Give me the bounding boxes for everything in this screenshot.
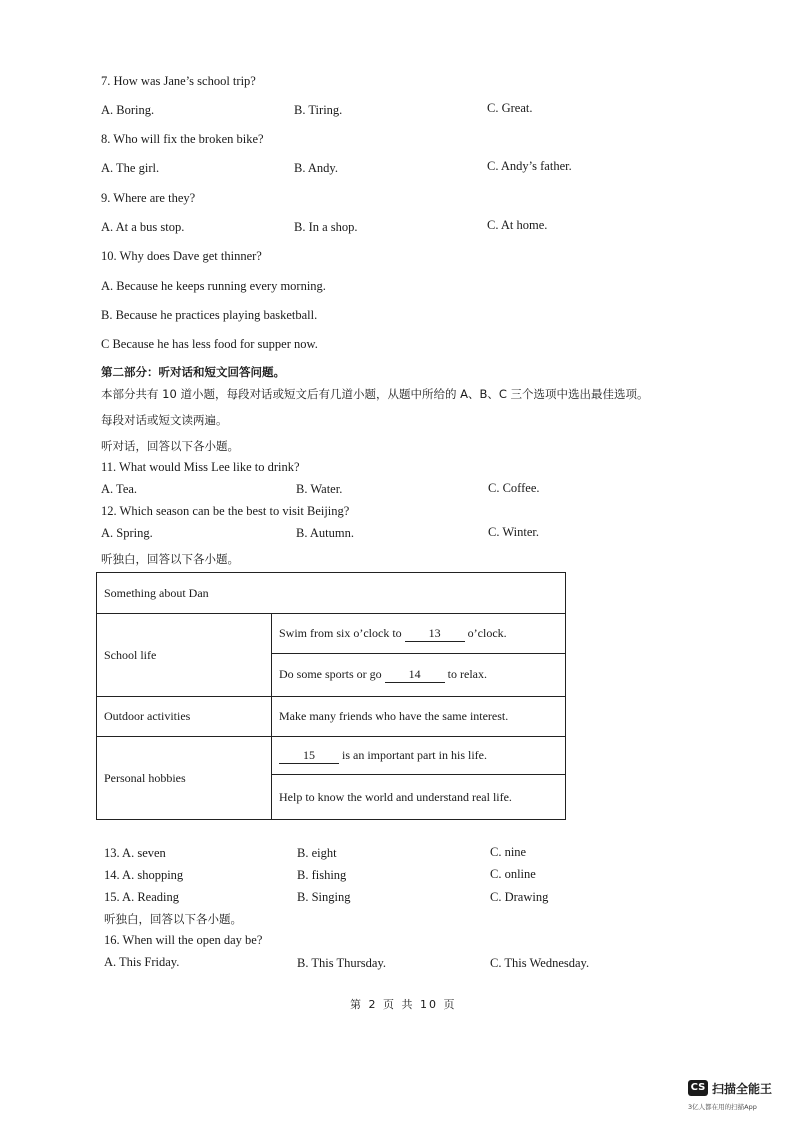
outdoor-label: Outdoor activities: [97, 697, 272, 737]
outdoor-text: Make many friends who have the same interest.: [272, 697, 566, 737]
q16-option-a: A. This Friday.: [104, 955, 180, 969]
part2-read-twice: 每段对话或短文读两遍。: [101, 413, 228, 427]
blank-14: 14: [385, 667, 445, 683]
sports-text-end: to relax.: [447, 667, 487, 681]
q8-stem: 8. Who will fix the broken bike?: [101, 132, 264, 146]
q15-option-c: C. Drawing: [490, 890, 549, 904]
part2-instructions: 本部分共有 10 道小题，每段对话或短文后有几道小题，从题中所给的 A、B、C 三个选项中选出最佳选项。: [101, 387, 649, 401]
q15-option-a: 15. A. Reading: [104, 890, 179, 904]
camscanner-logo-icon: CS: [688, 1080, 708, 1096]
q9-stem: 9. Where are they?: [101, 191, 196, 205]
q16-option-c: C. This Wednesday.: [490, 956, 590, 970]
q8-option-a: A. The girl.: [101, 161, 160, 175]
watermark-tagline: 3亿人都在用的扫描App: [688, 1103, 757, 1111]
swim-text: Swim from six o’clock to: [279, 625, 402, 640]
q12-option-a: A. Spring.: [101, 526, 153, 540]
q8-option-b: B. Andy.: [294, 161, 338, 175]
q10-option-b: B. Because he practices playing basketball.: [101, 308, 318, 322]
q12-stem: 12. Which season can be the best to visit Beijing?: [101, 504, 350, 518]
swim-text-end: o’clock.: [467, 625, 507, 640]
q7-option-c: C. Great.: [487, 101, 533, 115]
q13-option-c: C. nine: [490, 845, 527, 859]
q11-option-a: A. Tea.: [101, 482, 138, 496]
table-row-sports: [272, 654, 566, 697]
school-life-label: School life: [97, 614, 272, 697]
q10-option-a: A. Because he keeps running every morning.: [101, 279, 326, 293]
part2-title: 第二部分：听对话和短文回答问题。: [101, 365, 285, 379]
blank-15: 15: [279, 748, 339, 764]
table-row-hobby: [272, 737, 566, 775]
q16-option-b: B. This Thursday.: [297, 956, 387, 970]
q7-option-b: B. Tiring.: [294, 103, 343, 117]
monologue-instruction: 听独白，回答以下各小题。: [101, 552, 239, 566]
q9-option-a: A. At a bus stop.: [101, 220, 185, 234]
q9-option-b: B. In a shop.: [294, 220, 358, 234]
q8-option-c: C. Andy’s father.: [487, 159, 572, 173]
q12-option-c: C. Winter.: [488, 525, 540, 539]
q15-option-b: B. Singing: [297, 890, 351, 904]
watermark-name: 扫描全能王: [712, 1082, 773, 1096]
q7-stem: 7. How was Jane’s school trip?: [101, 74, 256, 88]
q11-stem: 11. What would Miss Lee like to drink?: [101, 460, 300, 474]
q9-option-c: C. At home.: [487, 218, 548, 232]
q10-option-c: C Because he has less food for supper now.: [101, 337, 318, 351]
table-row-help: Help to know the world and understand real life.: [272, 775, 566, 820]
q10-stem: 10. Why does Dave get thinner?: [101, 249, 262, 263]
dialog-instruction: 听对话，回答以下各小题。: [101, 439, 239, 453]
q14-option-c: C. online: [490, 867, 536, 881]
q14-option-a: 14. A. shopping: [104, 868, 184, 882]
table-header: Something about Dan: [97, 573, 566, 614]
q11-option-c: C. Coffee.: [488, 481, 540, 495]
q14-option-b: B. fishing: [297, 868, 347, 882]
q7-option-a: A. Boring.: [101, 103, 155, 117]
monologue-instruction-2: 听独白，回答以下各小题。: [104, 912, 242, 926]
sports-text: Do some sports or go: [279, 667, 382, 681]
q16-stem: 16. When will the open day be?: [104, 933, 263, 947]
page-number: 第 2 页 共 10 页: [350, 998, 457, 1011]
q11-option-b: B. Water.: [296, 482, 343, 496]
q13-option-a: 13. A. seven: [104, 846, 166, 860]
hobby-text: is an important part in his life.: [342, 747, 487, 762]
hobbies-label: Personal hobbies: [97, 737, 272, 820]
blank-13: 13: [405, 626, 465, 642]
q12-option-b: B. Autumn.: [296, 526, 354, 540]
info-table: [96, 572, 566, 820]
q13-option-b: B. eight: [297, 846, 337, 860]
table-row-swim: [272, 614, 566, 654]
